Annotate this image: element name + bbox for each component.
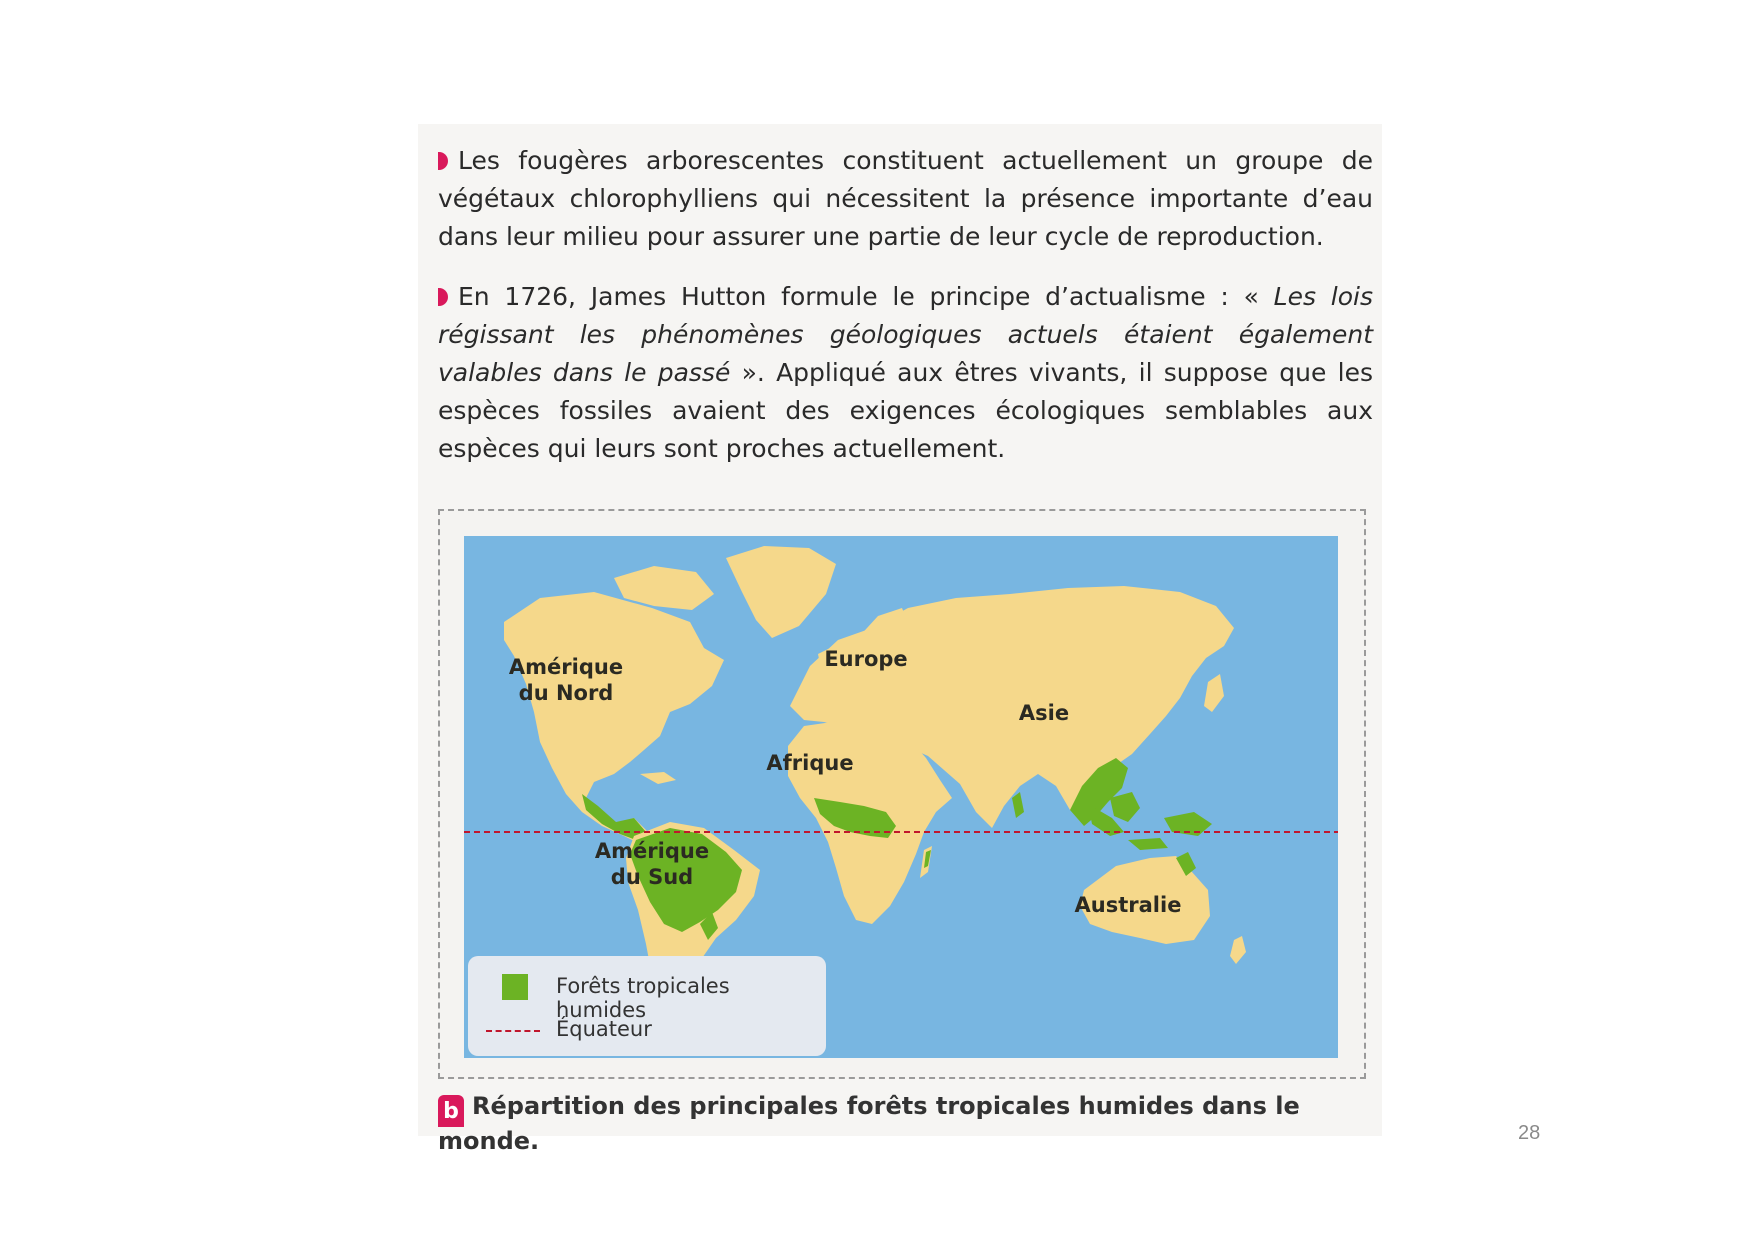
caption-tag: b <box>438 1095 464 1127</box>
label-africa: Afrique <box>766 751 854 775</box>
label-europe: Europe <box>824 647 908 671</box>
paragraph-actualism <box>438 278 1373 468</box>
legend-equator-label: Équateur <box>556 1017 652 1041</box>
legend-forest-label: Forêts tropicales humides <box>556 974 730 1022</box>
label-south-america-2: du Sud <box>610 865 694 889</box>
label-north-america-1: Amérique <box>508 655 624 679</box>
label-north-america-2: du Nord <box>518 681 614 705</box>
actualism-intro: En 1726, James Hutton formule le principe d’actualisme : « <box>458 282 1274 311</box>
bullet-icon <box>438 152 448 170</box>
label-south-america-1: Amérique <box>594 839 710 863</box>
paragraph-ferns <box>438 142 1373 256</box>
bullet-icon <box>438 288 448 306</box>
caption-text: Répartition des principales forêts tropicales humides dans le monde. <box>438 1092 1300 1155</box>
actualism-rest: ». Appliqué aux êtres vivants, il suppose que les espèces fossiles avaient des exigences écologiques semblables aux espèces qui leurs sont proches actuellement. <box>438 358 1373 463</box>
paragraph-ferns-text: Les fougères arborescentes constituent actuellement un groupe de végétaux chlorophylliens qui nécessitent la présence importante d’eau dans leur milieu pour assurer une partie de leur cycle de reproduction. <box>438 146 1373 251</box>
page-number: 28 <box>1518 1122 1541 1144</box>
figure-caption <box>438 1092 1382 1155</box>
label-asia: Asie <box>1018 701 1070 725</box>
actualism-quote: Les lois régissant les phénomènes géologiques actuels étaient également valables dans le passé <box>438 282 1373 387</box>
textbook-scan <box>418 124 1382 1155</box>
map-legend <box>468 956 826 1056</box>
equator-legend-line <box>486 1030 540 1032</box>
forest-swatch <box>502 974 528 1000</box>
label-australia: Australie <box>1074 893 1182 917</box>
